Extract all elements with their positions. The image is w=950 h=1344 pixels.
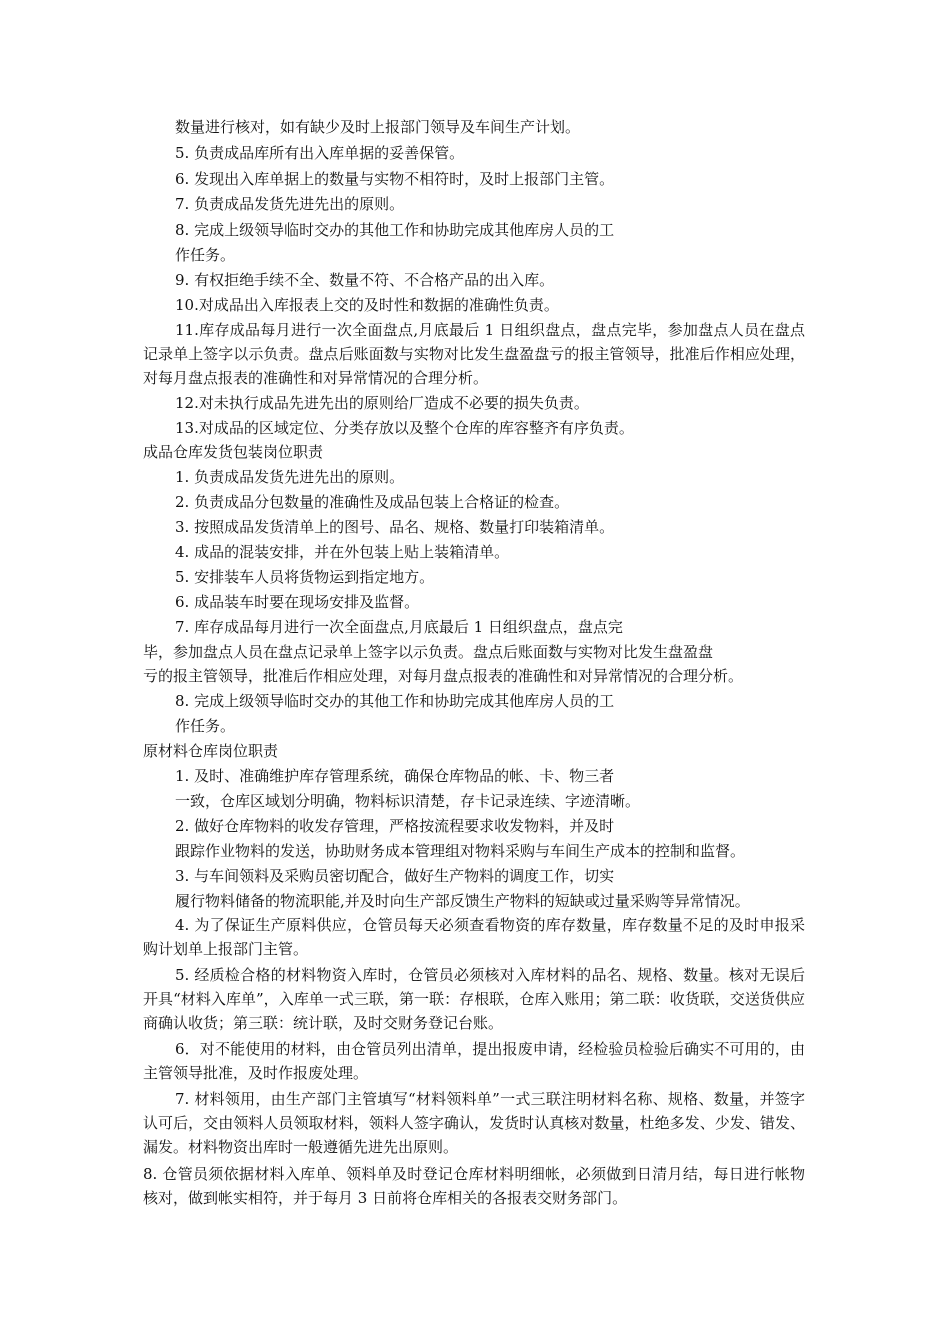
paragraph: 5. 经质检合格的材料物资入库时，仓管员必须核对入库材料的品名、规格、数量。核对无误后开具“材料入库单”，入库单一式三联，第一联：存根联，仓库入账用；第二联：收货联，交送货供应商确认收货；第三联：统计联，及时交财务登记台账。 xyxy=(143,966,805,1032)
text-line: 作任务。 xyxy=(175,246,236,264)
list-item: 3. 按照成品发货清单上的图号、品名、规格、数量打印装箱清单。 xyxy=(175,518,615,536)
list-item: 8. 完成上级领导临时交办的其他工作和协助完成其他库房人员的工 xyxy=(175,692,615,710)
list-item: 5. 负责成品库所有出入库单据的妥善保管。 xyxy=(175,144,465,162)
text-line: 跟踪作业物料的发送，协助财务成本管理组对物料采购与车间生产成本的控制和监督。 xyxy=(175,842,746,860)
list-item: 7. 库存成品每月进行一次全面盘点,月底最后 1 日组织盘点，盘点完 xyxy=(175,618,623,636)
list-item: 1. 负责成品发货先进先出的原则。 xyxy=(175,468,405,486)
list-item: 10.对成品出入库报表上交的及时性和数据的准确性负责。 xyxy=(175,296,559,314)
list-item: 3. 与车间领料及采购员密切配合，做好生产物料的调度工作，切实 xyxy=(175,867,615,885)
text-line: 毕，参加盘点人员在盘点记录单上签字以示负责。盘点后账面数与实物对比发生盘盈盘 xyxy=(143,643,714,661)
text-line: 亏的报主管领导，批准后作相应处理，对每月盘点报表的准确性和对异常情况的合理分析。 xyxy=(143,667,744,685)
list-item: 9. 有权拒绝手续不全、数量不符、不合格产品的出入库。 xyxy=(175,271,555,289)
list-item: 13.对成品的区域定位、分类存放以及整个仓库的库容整齐有序负责。 xyxy=(175,419,634,437)
list-item: 1. 及时、准确维护库存管理系统，确保仓库物品的帐、卡、物三者 xyxy=(175,767,615,785)
text-line: 数量进行核对，如有缺少及时上报部门领导及车间生产计划。 xyxy=(175,118,581,136)
section-heading: 成品仓库发货包装岗位职责 xyxy=(143,443,324,461)
list-item: 6. 发现出入库单据上的数量与实物不相符时，及时上报部门主管。 xyxy=(175,170,615,188)
paragraph: 4. 为了保证生产原料供应，仓管员每天必须查看物资的库存数量，库存数量不足的及时申报采购计划单上报部门主管。 xyxy=(143,916,805,958)
list-item: 8. 完成上级领导临时交办的其他工作和协助完成其他库房人员的工 xyxy=(175,221,615,239)
list-item: 5. 安排装车人员将货物运到指定地方。 xyxy=(175,568,435,586)
list-item: 12.对未执行成品先进先出的原则给厂造成不必要的损失负责。 xyxy=(175,394,589,412)
list-item: 2. 负责成品分包数量的准确性及成品包装上合格证的检查。 xyxy=(175,493,570,511)
list-item: 7. 负责成品发货先进先出的原则。 xyxy=(175,195,405,213)
paragraph: 11.库存成品每月进行一次全面盘点,月底最后 1 日组织盘点，盘点完毕，参加盘点人员在盘点记录单上签字以示负责。盘点后账面数与实物对比发生盘盈盘亏的报主管领导，批准后作相应处理，对每月盘点报表的准确性和对异常情况的合理分析。 xyxy=(143,321,805,387)
section-heading: 原材料仓库岗位职责 xyxy=(143,742,279,760)
text-line: 一致，仓库区域划分明确，物料标识清楚，存卡记录连续、字迹清晰。 xyxy=(175,792,641,810)
list-item: 6. 成品装车时要在现场安排及监督。 xyxy=(175,593,420,611)
list-item: 4. 成品的混装安排，并在外包装上贴上装箱清单。 xyxy=(175,543,510,561)
paragraph: 6．对不能使用的材料，由仓管员列出清单，提出报废申请，经检验员检验后确实不可用的，由主管领导批准，及时作报废处理。 xyxy=(143,1040,805,1082)
paragraph: 8. 仓管员须依据材料入库单、领料单及时登记仓库材料明细帐，必须做到日清月结，每日进行帐物核对，做到帐实相符，并于每月 3 日前将仓库相关的各报表交财务部门。 xyxy=(143,1165,805,1207)
paragraph: 7. 材料领用，由生产部门主管填写“材料领料单”一式三联注明材料名称、规格、数量，并签字认可后，交由领料人员领取材料，领料人签字确认，发货时认真核对数量，杜绝多发、少发、错发、漏发。材料物资出库时一般遵循先进先出原则。 xyxy=(143,1090,805,1156)
text-line: 履行物料储备的物流职能,并及时向生产部反馈生产物料的短缺或过量采购等异常情况。 xyxy=(175,892,750,910)
list-item: 2. 做好仓库物料的收发存管理，严格按流程要求收发物料，并及时 xyxy=(175,817,615,835)
text-line: 作任务。 xyxy=(175,717,236,735)
